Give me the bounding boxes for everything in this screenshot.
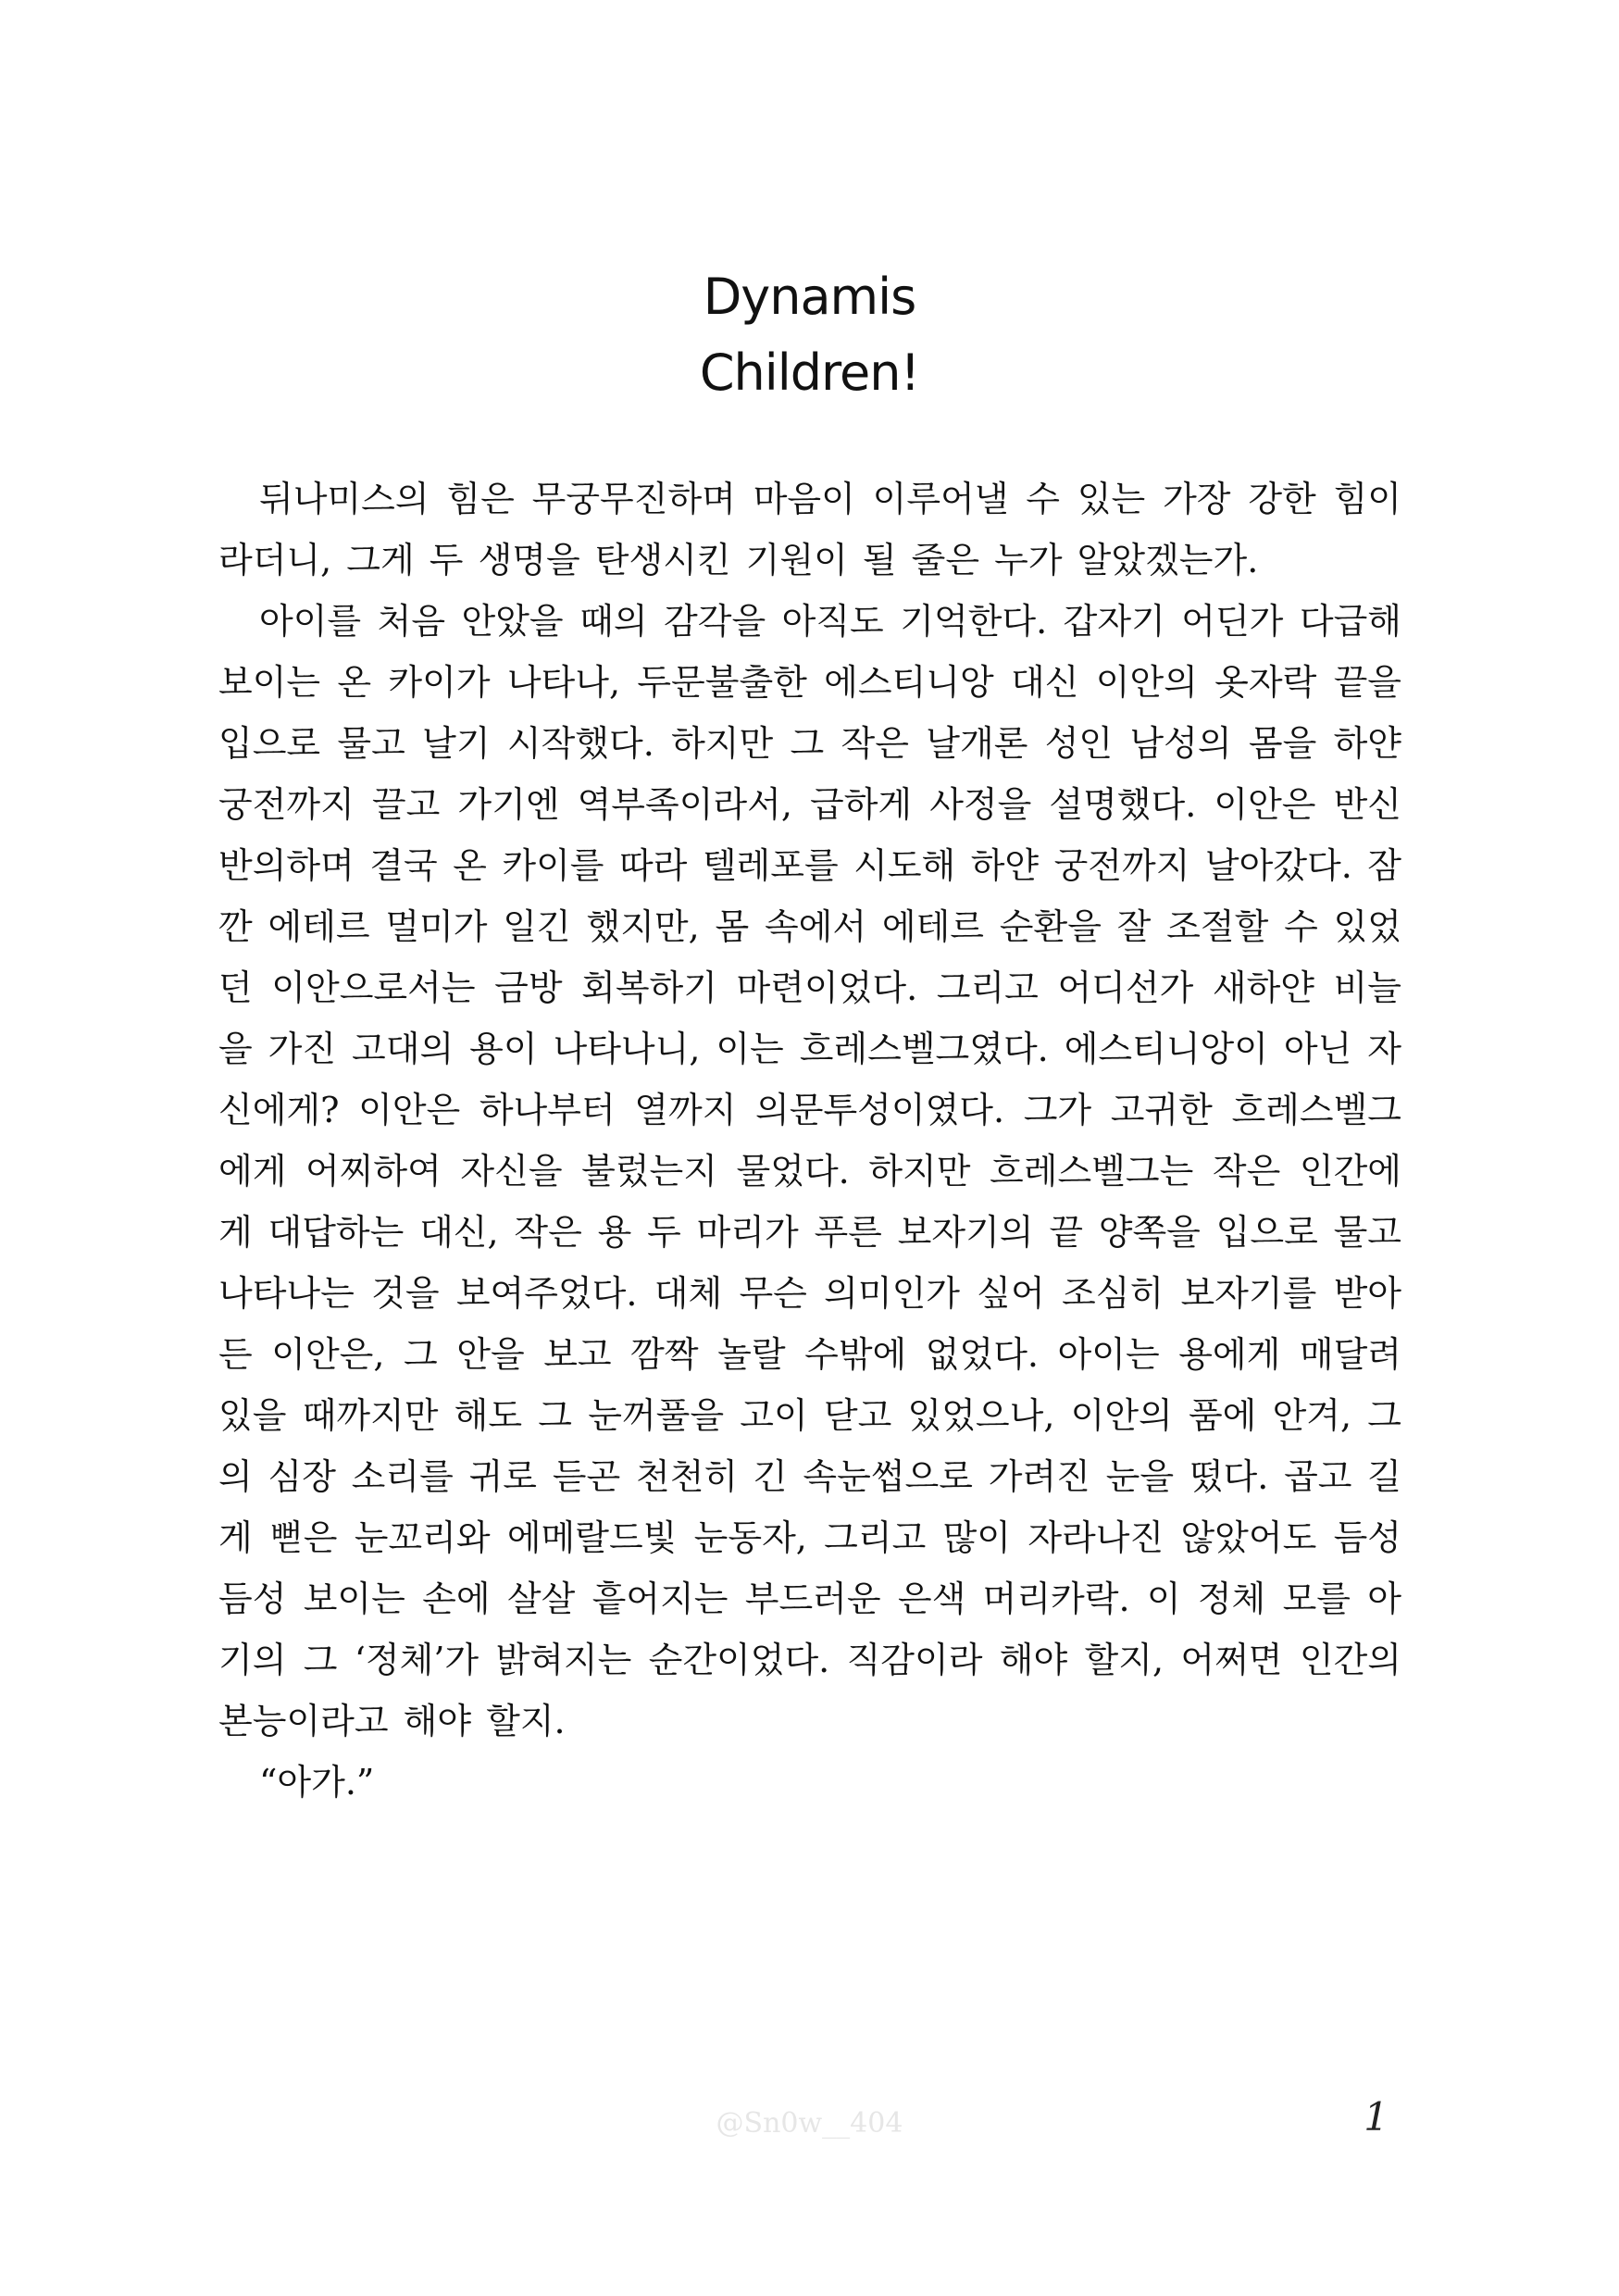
page-number: 1 xyxy=(1364,2094,1389,2140)
title-line-2: Children! xyxy=(699,343,920,402)
paragraph-3: “아가.” xyxy=(259,1762,375,1803)
chapter-title xyxy=(0,259,1619,411)
body-text xyxy=(218,468,1401,1813)
paragraph-2: 아이를 처음 안았을 때의 감각을 아직도 기억한다. 갑자기 어딘가 다급해 보이는 온 카이가 나타나, 두문불출한 에스티니앙 대신 이안의 옷자락 끝을 입으로 물고 날기 시작했다. 하지만 그 작은 날개론 성인 남성의 몸을 하얀 궁전까지 끌고 가기엔 역부족이라서, 급하게 사정을 설명했다. 이안은 반신반의하며 결국 온 카이를 따라 텔레포를 시도해 하얀 궁전까지 날아갔다. 잠깐 에테르 멀미가 일긴 했지만, 몸 속에서 에테르 순환을 잘 조절할 수 있었던 이안으로서는 금방 회복하기 마련이었다. 그리고 어디선가 새하얀 비늘을 가진 고대의 용이 나타나니, 이는 흐레스벨그였다. 에스티니앙이 아닌 자신에게? 이안은 하나부터 열까지 의문투성이였다. 그가 고귀한 흐레스벨그에게 어찌하여 자신을 불렀는지 물었다. 하지만 흐레스벨그는 작은 인간에게 대답하는 대신, 작은 용 두 마리가 푸른 보자기의 끝 양쪽을 입으로 물고 나타나는 것을 보여주었다. 대체 무슨 의미인가 싶어 조심히 보자기를 받아 든 이안은, 그 안을 보고 깜짝 놀랄 수밖에 없었다. 아이는 용에게 매달려 있을 때까지만 해도 그 눈꺼풀을 고이 닫고 있었으나, 이안의 품에 안겨, 그의 심장 소리를 귀로 듣곤 천천히 긴 속눈썹으로 가려진 눈을 떴다. 곱고 길게 뻗은 눈꼬리와 에메랄드빛 눈동자, 그리고 많이 자라나진 않았어도 듬성듬성 보이는 손에 살살 흩어지는 부드러운 은색 머리카락. 이 정체 모를 아기의 그 ‘정체’가 밝혀지는 순간이었다. 직감이라 해야 할지, 어쩌면 인간의 본능이라고 해야 할지. xyxy=(218,601,1401,1741)
title-line-1: Dynamis xyxy=(703,268,916,326)
paragraph-1: 뒤나미스의 힘은 무궁무진하며 마음이 이루어낼 수 있는 가장 강한 힘이라더니, 그게 두 생명을 탄생시킨 기원이 될 줄은 누가 알았겠는가. xyxy=(218,479,1401,580)
watermark: @Sn0w__404 xyxy=(716,2107,903,2140)
